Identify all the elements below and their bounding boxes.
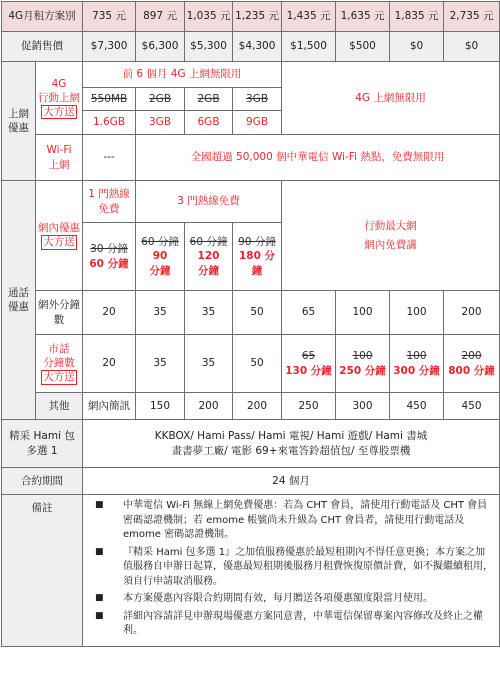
wifi-label-line2: 上網 xyxy=(48,158,70,171)
data-section-label-line1: 上網 xyxy=(8,107,29,120)
new-minutes: 120 xyxy=(197,250,220,263)
hami-label-line2: 多選 1 xyxy=(26,444,58,457)
new-data-quota: 9GB xyxy=(233,111,282,135)
promo-price-label: 促銷售價 xyxy=(2,32,83,62)
three-hotlines-free: 3 門熱線免費 xyxy=(136,181,282,223)
on-net-unlimited-line2: 網內免費講 xyxy=(364,238,417,251)
plan-897: 897 元 xyxy=(136,2,185,32)
sms-value: 300 xyxy=(336,393,390,420)
old-minutes: 90 分鐘 xyxy=(238,236,276,249)
sms-value: 450 xyxy=(390,393,444,420)
old-data-quota: 2GB xyxy=(185,88,233,111)
off-net-value: 35 xyxy=(136,291,185,335)
mobile-4g-label-line2: 行動上網 xyxy=(38,91,80,104)
old-minutes: 30 分鐘 xyxy=(90,243,128,256)
plan-1035: 1,035 元 xyxy=(185,2,233,32)
landline-label xyxy=(36,335,83,393)
hami-services-line2: 畫書夢工廠/ 電影 69+來電答鈴超值包/ 至尊股票機 xyxy=(171,444,411,457)
on-net-c2 xyxy=(136,223,185,291)
contract-row xyxy=(2,468,500,495)
new-minutes: 800 分鐘 xyxy=(448,364,495,377)
landline-value: 35 xyxy=(136,335,185,393)
notes-content xyxy=(83,495,500,647)
old-minutes: 65 xyxy=(301,350,316,363)
new-minutes: 300 分鐘 xyxy=(393,364,440,377)
landline-c6 xyxy=(336,335,390,393)
on-net-free-row xyxy=(2,181,500,223)
sms-value: 200 xyxy=(233,393,282,420)
bonus-tag: 大方送 xyxy=(43,105,75,118)
old-data-quota: 2GB xyxy=(136,88,185,111)
off-net-value: 35 xyxy=(185,291,233,335)
notes-row xyxy=(2,495,500,647)
new-minutes: 180 分鐘 xyxy=(238,250,276,277)
price-cell: $500 xyxy=(336,32,390,62)
notes-list xyxy=(89,499,493,639)
bonus-tag: 大方送 xyxy=(43,371,75,384)
on-net-label-text: 網內優惠 xyxy=(38,222,80,235)
new-minutes: 90 xyxy=(152,250,168,263)
off-net-label-line1: 網外分鐘 xyxy=(38,299,80,312)
landline-label-line1: 市話 xyxy=(48,343,70,356)
sms-row xyxy=(2,393,500,420)
sms-value: 450 xyxy=(444,393,500,420)
hami-services xyxy=(83,420,500,468)
off-net-row xyxy=(2,291,500,335)
new-minutes-unit: 分鐘 xyxy=(198,264,220,277)
new-minutes: 250 分鐘 xyxy=(339,364,386,377)
price-cell: $5,300 xyxy=(185,32,233,62)
old-minutes: 60 分鐘 xyxy=(141,236,179,249)
plan-header-label: 4G月租方案別 xyxy=(2,2,83,32)
price-cell: $1,500 xyxy=(282,32,336,62)
on-net-c1 xyxy=(83,223,136,291)
hami-services-line1: KKBOX/ Hami Pass/ Hami 電視/ Hami 遊戲/ Hami 書城 xyxy=(154,430,428,443)
hami-label-line1: 精采 Hami 包 xyxy=(9,430,75,443)
contract-label: 合約期間 xyxy=(2,468,83,495)
hami-label xyxy=(2,420,83,468)
plan-2735: 2,735 元 xyxy=(444,2,500,32)
price-cell: $7,300 xyxy=(83,32,136,62)
landline-value: 20 xyxy=(83,335,136,393)
old-minutes: 100 xyxy=(352,350,373,363)
new-minutes: 60 分鐘 xyxy=(89,257,129,270)
old-minutes: 100 xyxy=(406,350,427,363)
wifi-first-cell: --- xyxy=(83,135,136,181)
sms-value: 200 xyxy=(185,393,233,420)
off-net-value: 50 xyxy=(233,291,282,335)
sms-value: 150 xyxy=(136,393,185,420)
landline-c7 xyxy=(390,335,444,393)
off-net-value: 200 xyxy=(444,291,500,335)
note-item: ■ 『精采 Hami 包多選 1』之加值服務優惠於最短租期內不得任意更換；本方案之加值服務自申辦日起算，優惠最短租期後服務月租費恢復原價計費，如不擬繼續租用，須自行申請取消服務。 xyxy=(89,546,493,590)
data-section-label xyxy=(2,62,36,181)
note-item: ■ 詳細內容請詳見申辦現場優惠方案同意書，中華電信保留專案內容修改及終止之權利。 xyxy=(89,610,493,639)
wifi-label-line1: Wi-Fi xyxy=(46,144,72,157)
call-section-label-line1: 通話 xyxy=(8,286,29,299)
mobile-4g-label-line1: 4G xyxy=(51,77,67,90)
old-minutes: 60 分鐘 xyxy=(189,236,228,249)
plan-1635: 1,635 元 xyxy=(336,2,390,32)
notes-label: 備註 xyxy=(2,495,83,647)
on-net-label xyxy=(36,181,83,291)
note-item: ■ 本方案優惠內容限合約期間有效，每月贈送各項優惠額度限當月使用。 xyxy=(89,592,493,607)
new-data-quota: 1.6GB xyxy=(83,111,136,135)
price-cell: $0 xyxy=(390,32,444,62)
price-cell: $6,300 xyxy=(136,32,185,62)
off-net-label xyxy=(36,291,83,335)
call-section-label xyxy=(2,181,36,420)
one-hotline-free-line2: 免費 xyxy=(98,202,120,215)
off-net-label-line2: 數 xyxy=(53,313,65,326)
on-net-unlimited-line1: 行動最大網 xyxy=(364,220,417,233)
plan-header-row xyxy=(2,2,500,32)
off-net-value: 20 xyxy=(83,291,136,335)
price-cell: $0 xyxy=(444,32,500,62)
sms-value: 250 xyxy=(282,393,336,420)
new-data-quota: 6GB xyxy=(185,111,233,135)
contract-value: 24 個月 xyxy=(83,468,500,495)
promo-6-months-banner: 前 6 個月 4G 上網無限用 xyxy=(83,62,282,88)
plan-1835: 1,835 元 xyxy=(390,2,444,32)
one-hotline-free-line1: 1 門熱線 xyxy=(88,188,130,201)
wifi-hotspot-text: 全國超過 50,000 個中華電信 Wi-Fi 熱點，免費無限用 xyxy=(136,135,500,181)
unlimited-4g-cell: 4G 上網無限用 xyxy=(282,62,500,135)
landline-label-line2: 分鐘數 xyxy=(43,357,75,370)
plan-735: 735 元 xyxy=(83,2,136,32)
bonus-tag: 大方送 xyxy=(43,236,75,249)
on-net-c3 xyxy=(185,223,233,291)
landline-row xyxy=(2,335,500,393)
plan-1235: 1,235 元 xyxy=(233,2,282,32)
wifi-row xyxy=(2,135,500,181)
old-data-quota: 550MB xyxy=(83,88,136,111)
old-minutes: 200 xyxy=(461,350,482,363)
call-section-label-line2: 優惠 xyxy=(8,301,29,313)
plan-1435: 1,435 元 xyxy=(282,2,336,32)
hami-row xyxy=(2,420,500,468)
landline-value: 50 xyxy=(233,335,282,393)
wifi-label xyxy=(36,135,83,181)
on-net-c4 xyxy=(233,223,282,291)
one-hotline-free xyxy=(83,181,136,223)
price-cell: $4,300 xyxy=(233,32,282,62)
plan-comparison-table xyxy=(1,1,500,647)
new-minutes-unit: 分鐘 xyxy=(149,264,171,277)
new-minutes: 130 分鐘 xyxy=(285,364,332,377)
landline-c8 xyxy=(444,335,500,393)
new-data-quota: 3GB xyxy=(136,111,185,135)
sms-label: 網內簡訊 xyxy=(83,393,136,420)
other-label: 其他 xyxy=(36,393,83,420)
data-section-label-line2: 優惠 xyxy=(8,122,29,134)
off-net-value: 100 xyxy=(336,291,390,335)
landline-value: 35 xyxy=(185,335,233,393)
promo-price-row xyxy=(2,32,500,62)
note-item: ■ 中華電信 Wi-Fi 無線上網免費優惠：若為 CHT 會員，請使用行動電話及 CHT 會員密碼認證機制；若 emome 帳號尚未升級為 CHT 會員者，請使用行動電話及 emome 密碼認證機制。 xyxy=(89,499,493,543)
off-net-value: 65 xyxy=(282,291,336,335)
landline-c5 xyxy=(282,335,336,393)
off-net-value: 100 xyxy=(390,291,444,335)
mobile-4g-label xyxy=(36,62,83,135)
on-net-unlimited xyxy=(282,181,500,291)
data-4g-banner-row xyxy=(2,62,500,88)
old-data-quota: 3GB xyxy=(233,88,282,111)
